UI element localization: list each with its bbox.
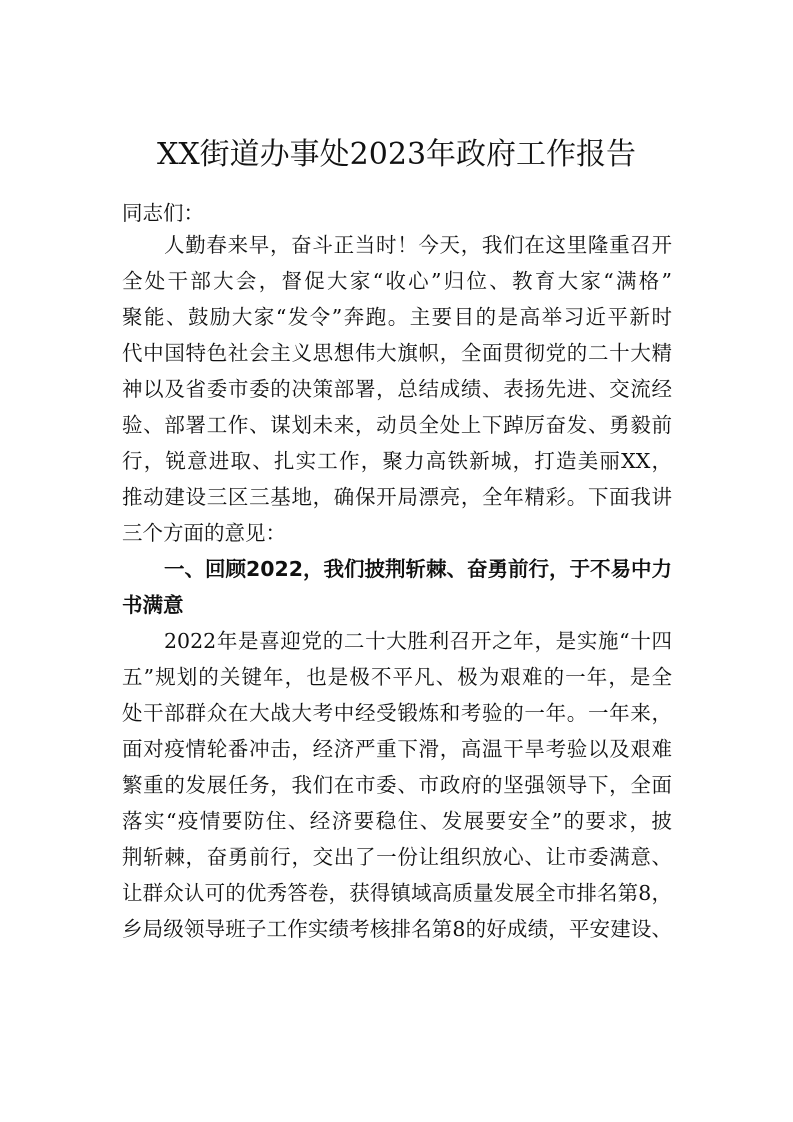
text-line: 五”规划的关键年，也是极不平凡、极为艰难的一年，是全 <box>122 665 672 689</box>
text-line: 繁重的发展任务，我们在市委、市政府的坚强领导下，全面 <box>122 773 672 797</box>
text-line: 让群众认可的优秀答卷，获得镇域高质量发展全市排名第8， <box>122 881 672 905</box>
salutation: 同志们： <box>122 201 204 225</box>
text-line: 落实“疫情要防住、经济要稳住、发展要安全”的要求，披 <box>122 809 672 833</box>
text-line: 荆斩棘，奋勇前行，交出了一份让组织放心、让市委满意、 <box>122 845 672 869</box>
text-line: 2022年是喜迎党的二十大胜利召开之年，是实施“十四 <box>164 629 672 653</box>
text-line: 神以及省委市委的决策部署，总结成绩、表扬先进、交流经 <box>122 377 672 401</box>
heading-line: 书满意 <box>122 593 184 617</box>
heading-line: 一、回顾2022，我们披荆斩棘、奋勇前行，于不易中力 <box>164 557 673 581</box>
text-line: 行，锐意进取、扎实工作，聚力高铁新城，打造美丽XX， <box>122 449 672 473</box>
text-line: 三个方面的意见： <box>122 521 286 545</box>
text-line: 推动建设三区三基地，确保开局漂亮，全年精彩。下面我讲 <box>122 485 672 509</box>
text-line: 聚能、鼓励大家“发令”奔跑。主要目的是高举习近平新时 <box>122 305 672 329</box>
text-line: 代中国特色社会主义思想伟大旗帜，全面贯彻党的二十大精 <box>122 341 672 365</box>
text-line: 面对疫情轮番冲击，经济严重下滑，高温干旱考验以及艰难 <box>122 737 672 761</box>
text-line: 验、部署工作、谋划未来，动员全处上下踔厉奋发、勇毅前 <box>122 413 672 437</box>
text-line: 全处干部大会，督促大家“收心”归位、教育大家“满格” <box>122 269 672 293</box>
text-line: 处干部群众在大战大考中经受锻炼和考验的一年。一年来， <box>122 701 672 725</box>
document-title: XX街道办事处2023年政府工作报告 <box>156 137 637 172</box>
text-line: 人勤春来早，奋斗正当时！今天，我们在这里隆重召开 <box>164 233 672 257</box>
text-line: 乡局级领导班子工作实绩考核排名第8的好成绩，平安建设、 <box>122 917 672 941</box>
